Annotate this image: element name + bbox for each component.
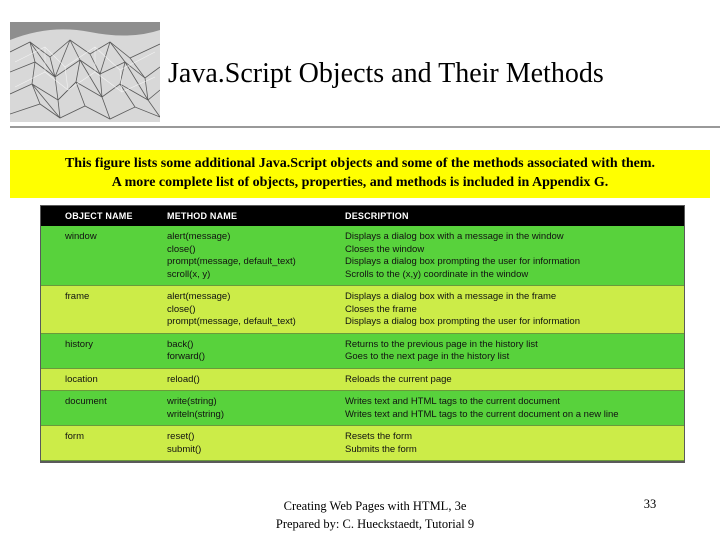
logo-image xyxy=(10,22,160,122)
method-description: Displays a dialog box with a message in the window xyxy=(345,231,564,242)
description-cell xyxy=(333,426,684,461)
method-name: alert(message) xyxy=(167,291,231,302)
method-description: Resets the form xyxy=(345,431,413,442)
table-row xyxy=(41,368,684,391)
title-divider xyxy=(10,126,720,128)
method-name: close() xyxy=(167,243,196,255)
method-name: close() xyxy=(167,303,196,315)
method-description: Returns to the previous page in the history list xyxy=(345,338,538,350)
footer-book-title: Creating Web Pages with HTML, 3e xyxy=(283,499,467,513)
methods-table xyxy=(41,206,684,461)
method-name-cell xyxy=(155,391,333,426)
object-name-cell: frame xyxy=(41,286,155,334)
header-object-name: OBJECT NAME xyxy=(41,206,155,226)
object-name-cell: document xyxy=(41,391,155,426)
object-name-cell: location xyxy=(41,368,155,391)
method-name-cell xyxy=(155,226,333,286)
object-name-cell: history xyxy=(41,333,155,368)
method-name-cell xyxy=(155,286,333,334)
method-description: Writes text and HTML tags to the current document on a new line xyxy=(345,408,619,420)
header-description: DESCRIPTION xyxy=(333,206,684,226)
method-name: reload() xyxy=(167,373,200,385)
method-description: Reloads the current page xyxy=(345,373,452,385)
method-description: Closes the window xyxy=(345,243,425,255)
page-title: Java.Script Objects and Their Methods xyxy=(168,58,604,89)
description-cell xyxy=(333,368,684,391)
method-name: scroll(x, y) xyxy=(167,268,211,280)
figure-caption xyxy=(10,150,710,198)
description-cell xyxy=(333,333,684,368)
method-description: Submits the form xyxy=(345,443,417,455)
table-header-row xyxy=(41,206,684,226)
method-description: Goes to the next page in the history list xyxy=(345,351,510,362)
method-description: Closes the frame xyxy=(345,303,417,315)
caption-line-1: This figure lists some additional Java.Script objects and some of the methods associated with them. xyxy=(64,156,656,171)
page-number: 33 xyxy=(643,497,657,511)
method-name: prompt(message, default_text) xyxy=(167,256,296,267)
description-cell xyxy=(333,391,684,426)
method-description: Writes text and HTML tags to the current document xyxy=(345,396,560,407)
table-row xyxy=(41,226,684,286)
method-name-cell xyxy=(155,368,333,391)
description-cell xyxy=(333,226,684,286)
slide-footer xyxy=(220,497,530,533)
method-name: prompt(message, default_text) xyxy=(167,316,296,327)
method-name: forward() xyxy=(167,351,206,362)
header-method-name: METHOD NAME xyxy=(155,206,333,226)
method-description: Displays a dialog box prompting the user for information xyxy=(345,316,580,327)
table-row xyxy=(41,333,684,368)
method-name: submit() xyxy=(167,443,202,455)
method-name: write(string) xyxy=(167,396,217,407)
method-name-cell xyxy=(155,426,333,461)
object-name-cell: form xyxy=(41,426,155,461)
caption-line-2: A more complete list of objects, properties, and methods is included in Appendix G. xyxy=(111,175,609,190)
description-cell xyxy=(333,286,684,334)
method-name: alert(message) xyxy=(167,231,231,242)
object-name-cell: window xyxy=(41,226,155,286)
footer-author: Prepared by: C. Hueckstaedt, Tutorial 9 xyxy=(275,517,475,531)
method-name: writeln(string) xyxy=(167,408,225,420)
table-row xyxy=(41,391,684,426)
method-name: reset() xyxy=(167,431,195,442)
method-description: Scrolls to the (x,y) coordinate in the window xyxy=(345,268,529,280)
method-name-cell xyxy=(155,333,333,368)
method-name: back() xyxy=(167,338,194,350)
method-description: Displays a dialog box with a message in the frame xyxy=(345,291,557,302)
table-row xyxy=(41,426,684,461)
methods-table-frame xyxy=(40,205,685,463)
table-row xyxy=(41,286,684,334)
method-description: Displays a dialog box prompting the user for information xyxy=(345,256,580,267)
